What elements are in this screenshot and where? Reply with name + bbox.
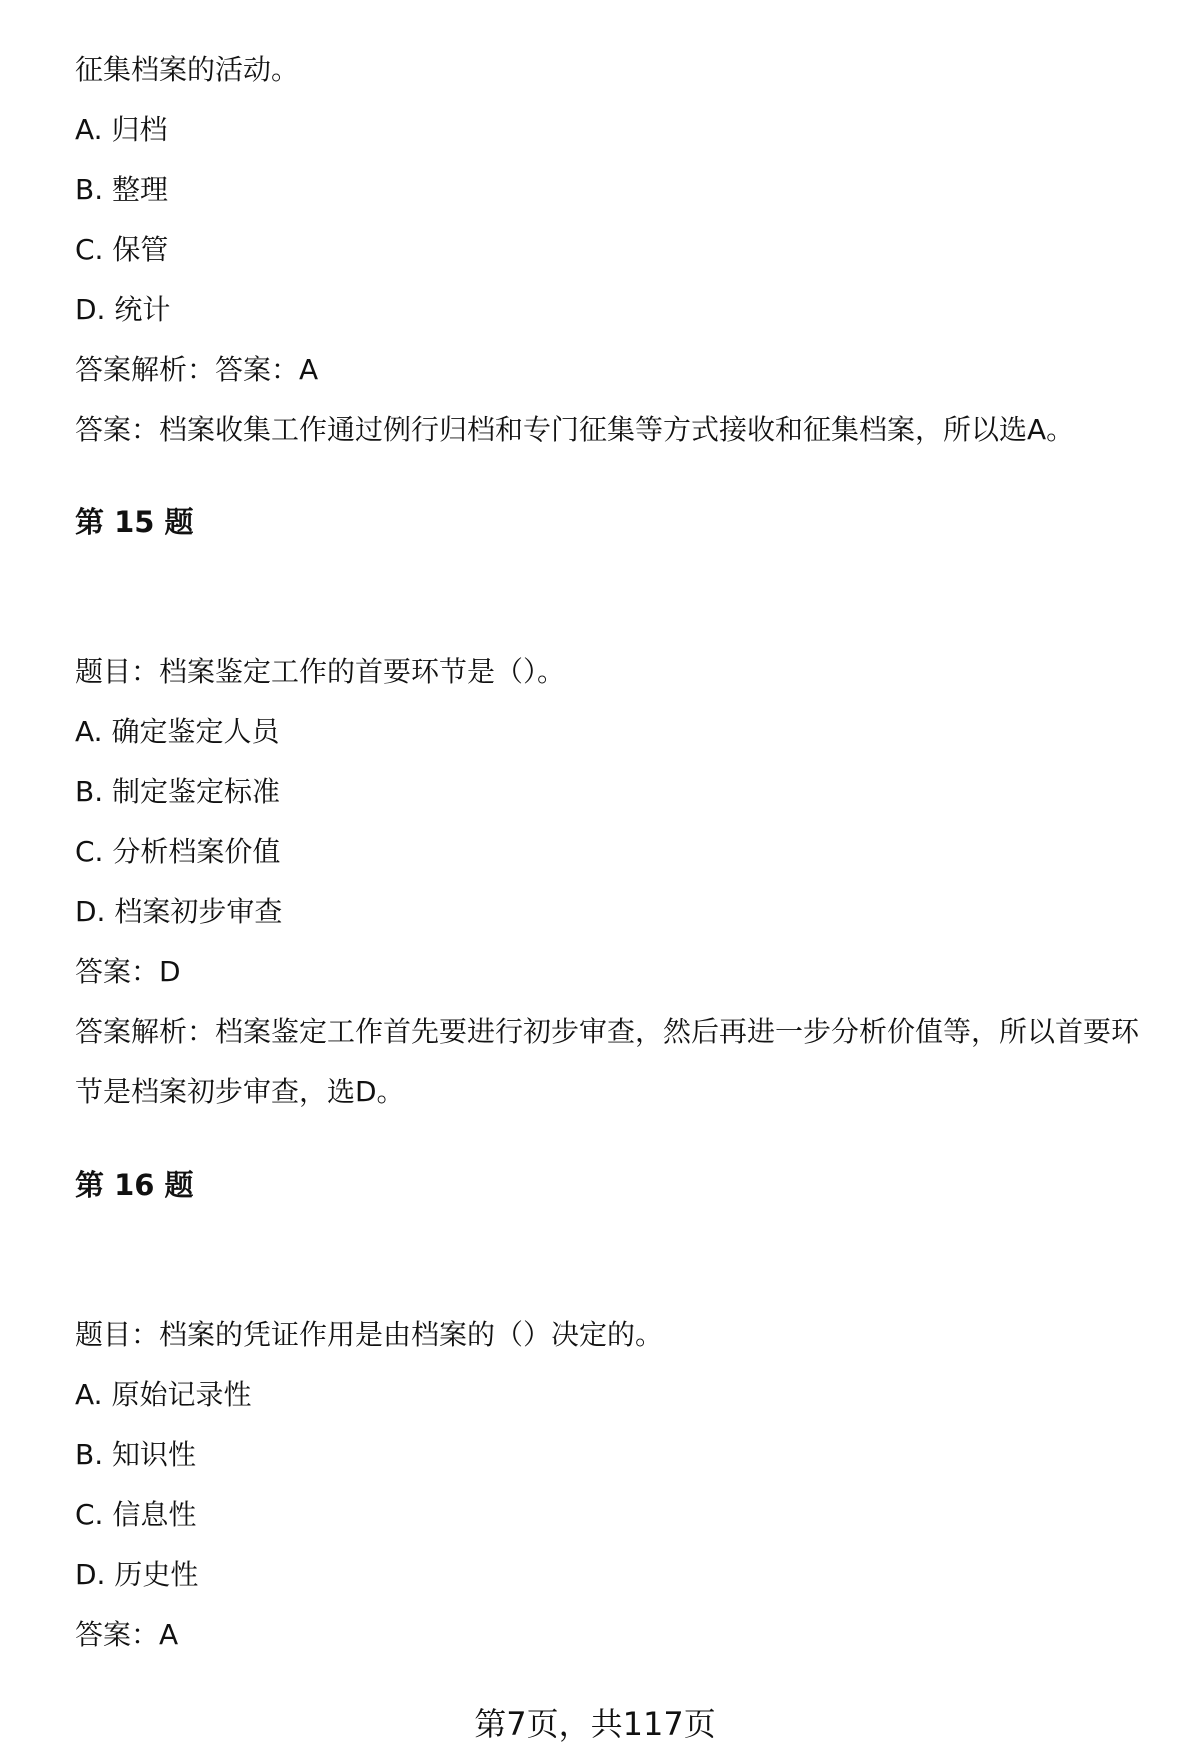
q16-answer: 答案：A <box>75 1618 179 1651</box>
prev-option-c: C. 保管 <box>75 233 169 266</box>
prev-answer-line: 答案解析：答案：A <box>75 353 319 386</box>
q16-option-d: D. 历史性 <box>75 1558 199 1591</box>
question-16-heading: 第 16 题 <box>75 1168 194 1202</box>
q15-option-a: A. 确定鉴定人员 <box>75 715 280 748</box>
prev-option-d: D. 统计 <box>75 293 171 326</box>
q15-answer: 答案：D <box>75 955 181 988</box>
q15-option-d: D. 档案初步审查 <box>75 895 283 928</box>
q15-explanation: 答案解析：档案鉴定工作首先要进行初步审查，然后再进一步分析价值等，所以首要环节是档案初步审查，选D。 <box>75 1015 1140 1108</box>
question-16-stem: 题目：档案的凭证作用是由档案的（）决定的。 <box>75 1318 664 1351</box>
q16-option-b: B. 知识性 <box>75 1438 197 1471</box>
q16-option-c: C. 信息性 <box>75 1498 197 1531</box>
q15-option-b: B. 制定鉴定标准 <box>75 775 281 808</box>
prev-option-b: B. 整理 <box>75 173 169 206</box>
prev-question-stem-tail: 征集档案的活动。 <box>75 53 300 86</box>
q16-option-a: A. 原始记录性 <box>75 1378 252 1411</box>
question-15-heading: 第 15 题 <box>75 505 194 539</box>
prev-option-a: A. 归档 <box>75 113 168 146</box>
page-footer: 第7页，共117页 <box>474 1705 716 1743</box>
prev-explanation: 答案：档案收集工作通过例行归档和专门征集等方式接收和征集档案，所以选A。 <box>75 413 1075 446</box>
q15-option-c: C. 分析档案价值 <box>75 835 281 868</box>
question-15-stem: 题目：档案鉴定工作的首要环节是（）。 <box>75 655 566 688</box>
